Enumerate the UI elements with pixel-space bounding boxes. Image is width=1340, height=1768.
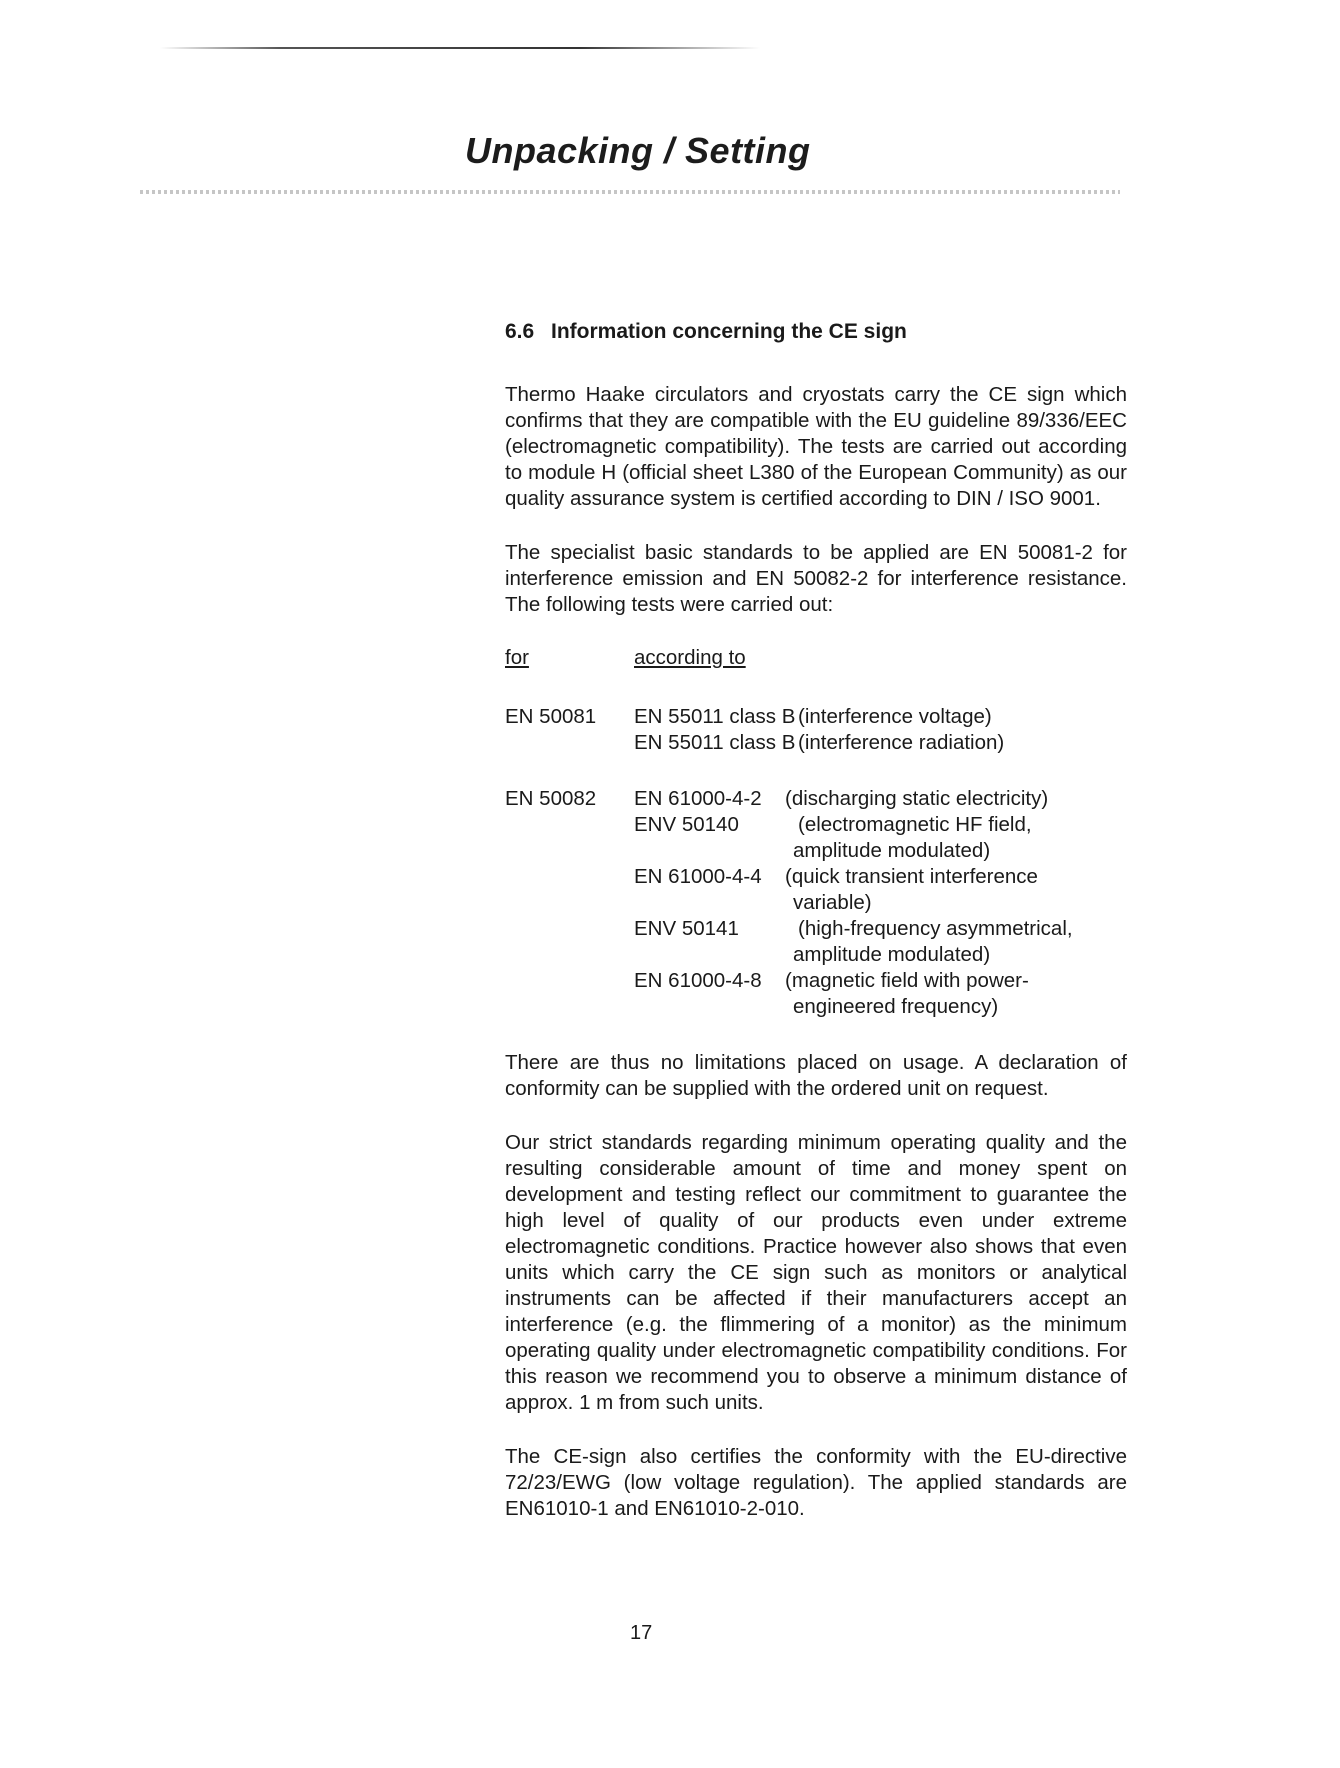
paragraph-quality-standards: Our strict standards regarding minimum operating quality and the resulting considerable amount of time and money spent on development and testing reflect our commitment to guarantee the high level of quality of our products even under extreme electromagnetic conditions. Practice however also shows that even units which carry the CE sign such as monitors or analytical instruments can be affected if their manufacturers accept an interference (e.g. the flimmering of a monitor) as the minimum operating quality under electromagnetic compatibility conditions. For this reason we recommend you to observe a minimum distance of approx. 1 m from such units. <box>505 1131 1127 1414</box>
tests-table-header <box>505 646 1127 674</box>
test-group-for: EN 50082 <box>505 787 597 810</box>
chapter-rule <box>140 190 1120 194</box>
test-standard: EN 55011 class B <box>634 705 796 728</box>
page-number: 17 <box>630 1622 653 1644</box>
chapter-title: Unpacking / Setting <box>465 130 811 171</box>
test-standard: EN 61000-4-2 <box>634 787 762 810</box>
test-group-en50081 <box>505 704 1127 756</box>
test-row <box>505 916 1127 968</box>
test-standard: EN 61000-4-4 <box>634 865 762 888</box>
test-description: (interference voltage) <box>798 705 992 728</box>
col-for-header: for <box>505 646 529 669</box>
test-description-cont: variable) <box>793 891 872 914</box>
test-description-cont: engineered frequency) <box>793 995 999 1018</box>
test-row <box>505 704 1127 730</box>
test-description: (magnetic field with power- <box>785 969 1029 992</box>
test-row <box>505 730 1127 756</box>
test-description: (interference radiation) <box>798 731 1005 754</box>
section-heading <box>505 320 1127 344</box>
page-content <box>505 320 1127 1550</box>
paragraph-no-limitations: There are thus no limitations placed on usage. A declaration of conformity can be supplied with the ordered unit on request. <box>505 1051 1127 1100</box>
test-group-en50082 <box>505 786 1127 1020</box>
test-row <box>505 968 1127 1020</box>
paragraph-low-voltage: The CE-sign also certifies the conformity with the EU-directive 72/23/EWG (low voltage regulation). The applied standards are EN61010-1 and EN61010-2-010. <box>505 1445 1127 1520</box>
test-standard: ENV 50140 <box>634 813 739 836</box>
test-description: (electromagnetic HF field, <box>798 813 1032 836</box>
section-number: 6.6 <box>505 320 535 343</box>
test-description: (discharging static electricity) <box>785 787 1049 810</box>
section-title: Information concerning the CE sign <box>551 320 907 343</box>
test-standard: EN 55011 class B <box>634 731 796 754</box>
paragraph-standards: The specialist basic standards to be applied are EN 50081-2 for interference emission and EN 50082-2 for interference resistance. The following tests were carried out: <box>505 541 1127 616</box>
paragraph-ce-intro: Thermo Haake circulators and cryostats carry the CE sign which confirms that they are compatible with the EU guideline 89/336/EEC (electromagnetic compatibility). The tests are carried out according to module H (official sheet L380 of the European Community) as our quality assurance system is certified according to DIN / ISO 9001. <box>505 383 1127 510</box>
top-rule <box>160 47 760 49</box>
test-standard: EN 61000-4-8 <box>634 969 762 992</box>
test-description: (high-frequency asymmetrical, <box>798 917 1073 940</box>
test-row <box>505 786 1127 812</box>
test-row <box>505 864 1127 916</box>
test-row <box>505 812 1127 864</box>
test-description: (quick transient interference <box>785 865 1038 888</box>
test-standard: ENV 50141 <box>634 917 739 940</box>
test-description-cont: amplitude modulated) <box>793 839 991 862</box>
test-description-cont: amplitude modulated) <box>793 943 991 966</box>
test-group-for: EN 50081 <box>505 705 597 728</box>
col-according-header: according to <box>634 646 746 669</box>
